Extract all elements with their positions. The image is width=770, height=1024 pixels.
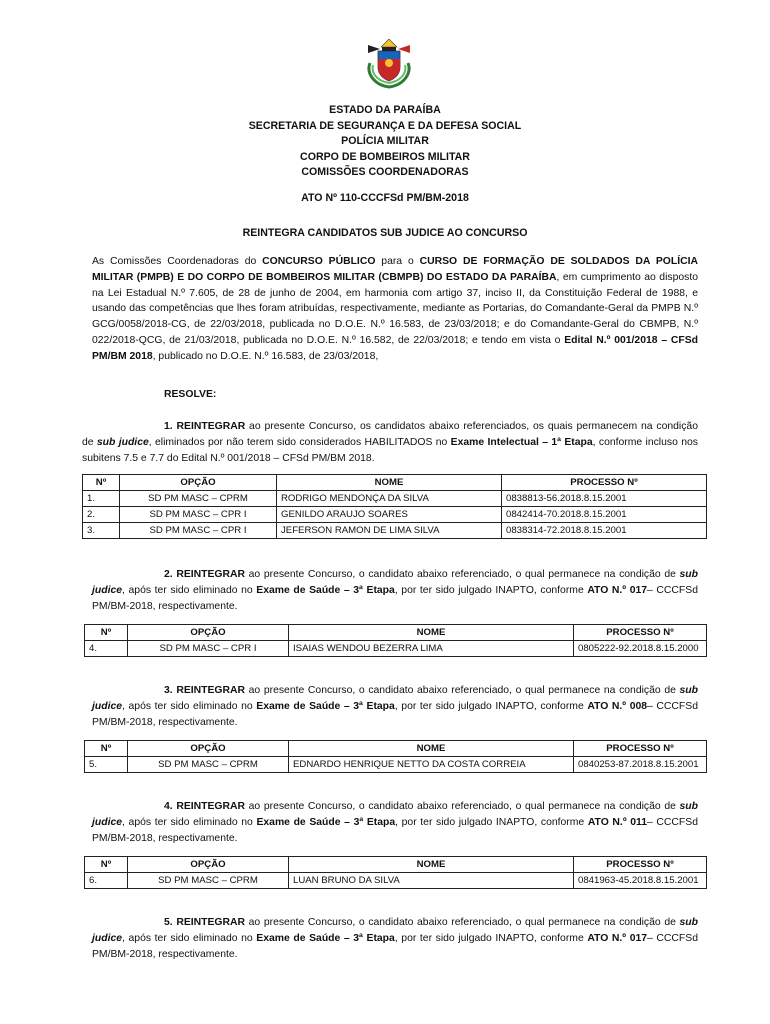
table-row xyxy=(85,873,707,889)
col-nome: NOME xyxy=(289,625,574,641)
intro-paragraph xyxy=(92,254,698,365)
item-number: 1. xyxy=(164,421,173,432)
cell-num: 1. xyxy=(83,491,120,507)
item-text: ao presente Concurso, o candidato abaixo referenciado, o qual permanece na condição de xyxy=(245,569,680,580)
col-opcao: OPÇÃO xyxy=(120,475,277,491)
item-text: , por ter sido julgado INAPTO, conforme xyxy=(394,584,588,596)
cell-processo: 0842414-70.2018.8.15.2001 xyxy=(502,507,707,523)
header-commissions: COMISSÕES COORDENADORAS xyxy=(301,166,469,178)
cell-processo: 0841963-45.2018.8.15.2001 xyxy=(574,873,707,889)
cell-opcao: SD PM MASC – CPR I xyxy=(120,507,277,523)
intro-text-1: As Comissões Coordenadoras do xyxy=(92,256,263,267)
item-1-table xyxy=(82,474,707,539)
item-4-paragraph xyxy=(92,799,698,846)
intro-bold-2: CURSO DE FORMAÇÃO DE SOLDADOS DA POLÍCIA MILITAR (PMPB) E DO CORPO DE BOMBEIROS MILITAR (CBMPB) DO ESTADO DA PARAÍBA xyxy=(92,256,699,283)
cell-nome: LUAN BRUNO DA SILVA xyxy=(289,873,574,889)
table-header-row xyxy=(85,857,707,873)
cell-opcao: SD PM MASC – CPR I xyxy=(128,641,289,657)
cell-processo: 0805222-92.2018.8.15.2000 xyxy=(574,641,707,657)
cell-opcao: SD PM MASC – CPRM xyxy=(120,491,277,507)
item-1-paragraph xyxy=(82,419,698,466)
cell-nome: GENILDO ARAUJO SOARES xyxy=(277,507,502,523)
table-header-row xyxy=(85,625,707,641)
intro-text-4: , publicado no D.O.E. N.º 16.583, de 23/03/2018, xyxy=(152,350,379,362)
col-processo: PROCESSO Nº xyxy=(574,857,707,873)
item-2-paragraph xyxy=(92,567,698,614)
item-3-paragraph xyxy=(92,683,698,730)
act-number: ATO Nº 110-CCCFSd PM/BM-2018 xyxy=(301,192,469,204)
col-nome: NOME xyxy=(289,857,574,873)
item-number: 4. xyxy=(164,801,173,812)
cell-opcao: SD PM MASC – CPRM xyxy=(128,757,289,773)
item-number: 2. xyxy=(164,569,173,580)
item-text: ao presente Concurso, o candidato abaixo referenciado, o qual permanece na condição de xyxy=(245,917,680,928)
item-text: , após ter sido eliminado no xyxy=(122,932,257,944)
cell-num: 6. xyxy=(85,873,128,889)
col-processo: PROCESSO Nº xyxy=(502,475,707,491)
cell-num: 3. xyxy=(83,523,120,539)
col-processo: PROCESSO Nº xyxy=(574,625,707,641)
item-text: , por ter sido julgado INAPTO, conforme xyxy=(394,932,588,944)
table-row xyxy=(85,641,707,657)
item-number: 3. xyxy=(164,685,173,696)
item-verb: REINTEGRAR xyxy=(176,569,246,580)
header-police: POLÍCIA MILITAR xyxy=(341,135,429,147)
col-num: Nº xyxy=(85,741,128,757)
item-text: ao presente Concurso, o candidato abaixo referenciado, o qual permanece na condição de xyxy=(245,685,680,696)
cell-num: 5. xyxy=(85,757,128,773)
item-text: – CCCFSd PM/BM-2018, respectivamente. xyxy=(92,700,698,728)
item-text: , após ter sido eliminado no xyxy=(122,816,257,828)
col-opcao: OPÇÃO xyxy=(128,741,289,757)
item-ato: ATO N.º 017 xyxy=(587,932,648,944)
item-text: – CCCFSd PM/BM-2018, respectivamente. xyxy=(92,932,698,960)
cell-processo: 0840253-87.2018.8.15.2001 xyxy=(574,757,707,773)
intro-text-2: para o xyxy=(375,256,420,267)
cell-nome: RODRIGO MENDONÇA DA SILVA xyxy=(277,491,502,507)
header-firefighters: CORPO DE BOMBEIROS MILITAR xyxy=(300,150,470,163)
col-opcao: OPÇÃO xyxy=(128,625,289,641)
item-exam: Exame de Saúde – 3ª Etapa xyxy=(256,932,395,944)
table-row xyxy=(83,491,707,507)
item-4-table xyxy=(84,856,707,889)
item-verb: REINTEGRAR xyxy=(176,421,246,432)
cell-nome: EDNARDO HENRIQUE NETTO DA COSTA CORREIA xyxy=(289,757,574,773)
item-number: 5. xyxy=(164,917,173,928)
header-secretariat: SECRETARIA DE SEGURANÇA E DA DEFESA SOCIAL xyxy=(248,119,522,132)
item-5-paragraph xyxy=(92,915,698,962)
item-text: ao presente Concurso, o candidato abaixo referenciado, o qual permanece na condição de xyxy=(245,801,680,812)
item-ato: ATO N.º 008 xyxy=(587,700,648,712)
cell-num: 4. xyxy=(85,641,128,657)
document-header xyxy=(0,103,770,181)
act-subject: REINTEGRA CANDIDATOS SUB JUDICE AO CONCURSO xyxy=(242,227,528,239)
item-text: , após ter sido eliminado no xyxy=(122,584,257,596)
item-text: , por ter sido julgado INAPTO, conforme xyxy=(394,700,588,712)
item-sub-judice: sub judice xyxy=(92,685,698,712)
header-state: ESTADO DA PARAÍBA xyxy=(329,104,441,116)
cell-processo: 0838813-56.2018.8.15.2001 xyxy=(502,491,707,507)
col-processo: PROCESSO Nº xyxy=(574,741,707,757)
col-num: Nº xyxy=(85,857,128,873)
item-sub-judice: sub judice xyxy=(92,917,698,944)
item-exam: Exame de Saúde – 3ª Etapa xyxy=(256,816,396,828)
cell-nome: JEFERSON RAMON DE LIMA SILVA xyxy=(277,523,502,539)
intro-bold-3: Edital N.º 001/2018 – CFSd PM/BM 2018 xyxy=(92,334,698,362)
item-verb: REINTEGRAR xyxy=(176,801,246,812)
item-text: ao presente Concurso, os candidatos abaixo referenciados, os quais permanecem na condição de xyxy=(82,421,698,448)
table-header-row xyxy=(85,741,707,757)
col-num: Nº xyxy=(85,625,128,641)
item-text: , eliminados por não terem sido considerados HABILITADOS no xyxy=(148,436,451,448)
col-opcao: OPÇÃO xyxy=(128,857,289,873)
item-verb: REINTEGRAR xyxy=(176,917,246,928)
intro-text-3: , em cumprimento ao disposto na Lei Estadual N.º 7.605, de 28 de junho de 2004, em harmonia com artigo 37, inciso II, da Constituição Federal de 1988, e usando das competências que lhes foram atribuídas, respectivamente, mediante as Portarias, do Comandante-Geral da PMPB N.º GCG/0058/2018-CG, de 22/03/2018, publicada no D.O.E. N.º 16.583, de 23/03/2018; e do Comandante-Geral do CBMPB, N.º 022/2018-QCG, de 21/03/2018, publicada no D.O.E. N.º 16.582, de 22/03/2018; e tendo em vista o xyxy=(92,271,698,346)
intro-bold-1: CONCURSO PÚBLICO xyxy=(262,256,376,267)
item-exam: Exame de Saúde – 3ª Etapa xyxy=(256,700,395,712)
item-text: , conforme incluso nos subitens 7.5 e 7.7 do Edital N.º 001/2018 – CFSd PM/BM 2018. xyxy=(82,436,698,464)
item-verb: REINTEGRAR xyxy=(176,685,246,696)
table-header-row xyxy=(83,475,707,491)
col-nome: NOME xyxy=(277,475,502,491)
col-num: Nº xyxy=(83,475,120,491)
table-row xyxy=(83,523,707,539)
cell-processo: 0838314-72.2018.8.15.2001 xyxy=(502,523,707,539)
cell-nome: ISAIAS WENDOU BEZERRA LIMA xyxy=(289,641,574,657)
item-sub-judice: sub judice xyxy=(92,569,698,596)
item-text: , por ter sido julgado INAPTO, conforme xyxy=(395,816,588,828)
cell-opcao: SD PM MASC – CPR I xyxy=(120,523,277,539)
table-row xyxy=(85,757,707,773)
item-2-table xyxy=(84,624,707,657)
item-sub-judice: sub judice xyxy=(92,801,698,828)
item-text: – CCCFSd PM/BM-2018, respectivamente. xyxy=(92,584,698,612)
cell-opcao: SD PM MASC – CPRM xyxy=(128,873,289,889)
resolve-label: RESOLVE: xyxy=(164,389,217,400)
item-ato: ATO N.º 017 xyxy=(587,584,648,596)
item-sub-judice: sub judice xyxy=(96,436,149,448)
item-exam: Exame de Saúde – 3ª Etapa xyxy=(256,584,395,596)
item-ato: ATO N.º 011 xyxy=(587,816,648,828)
item-3-table xyxy=(84,740,707,773)
state-coat-of-arms-icon xyxy=(364,33,414,89)
item-exam: Exame Intelectual – 1ª Etapa xyxy=(450,436,593,448)
item-text: , após ter sido eliminado no xyxy=(122,700,257,712)
col-nome: NOME xyxy=(289,741,574,757)
cell-num: 2. xyxy=(83,507,120,523)
item-text: – CCCFSd PM/BM-2018, respectivamente. xyxy=(92,816,698,844)
table-row xyxy=(83,507,707,523)
